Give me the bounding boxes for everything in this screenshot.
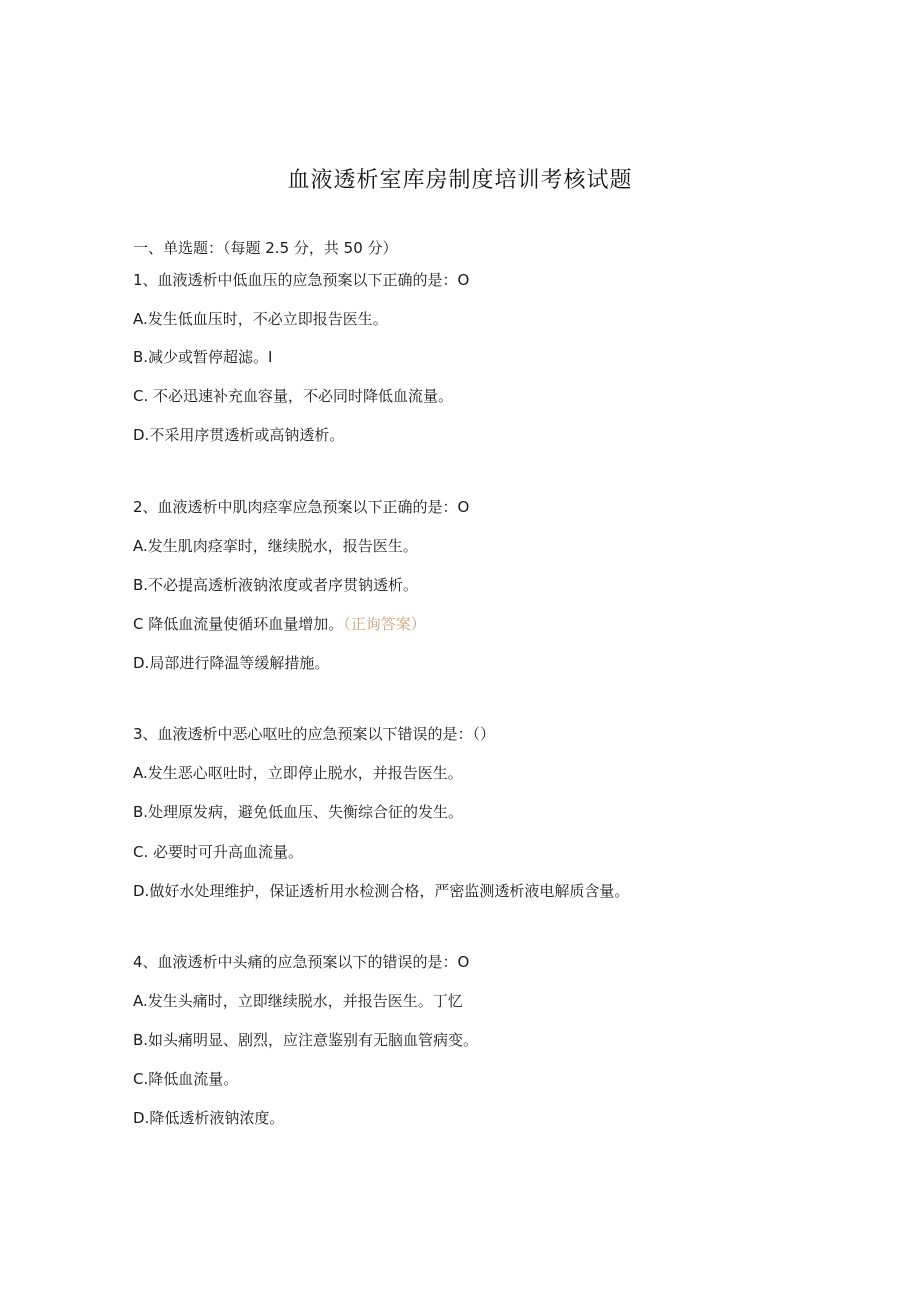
question-2-stem: 2、血液透析中肌肉痉挛应急预案以下正确的是：O	[133, 498, 470, 516]
question-2-option-c-text: C 降低血流量使循环血量增加。	[133, 615, 344, 633]
question-4-option-d: D.降低透析液钠浓度。	[133, 1109, 285, 1127]
question-3-option-a: A.发生恶心呕吐时，立即停止脱水，并报告医生。	[133, 764, 463, 782]
question-3-option-c: C. 必要时可升高血流量。	[133, 843, 304, 861]
question-1-option-c: C. 不必迅速补充血容量，不必同时降低血流量。	[133, 387, 454, 405]
question-1-option-b: B.减少或暂停超滤。I	[133, 348, 273, 366]
question-2-option-d: D.局部进行降温等缓解措施。	[133, 654, 330, 672]
question-3-stem: 3、血液透析中恶心呕吐的应急预案以下错误的是：（）	[133, 725, 496, 743]
document-title: 血液透析室库房制度培训考核试题	[287, 168, 633, 193]
question-4-stem: 4、血液透析中头痛的应急预案以下的错误的是：O	[133, 953, 470, 971]
question-3-option-d: D.做好水处理维护，保证透析用水检测合格，严密监测透析液电解质含量。	[133, 882, 630, 900]
question-2-option-a: A.发生肌肉痉挛时，继续脱水，报告医生。	[133, 537, 418, 555]
question-2-option-c	[133, 614, 426, 634]
question-4-option-c: C.降低血流量。	[133, 1070, 239, 1088]
question-1-option-a: A.发生低血压时，不必立即报告医生。	[133, 310, 388, 328]
question-1-option-d: D.不采用序贯透析或高钠透析。	[133, 426, 345, 444]
question-1-stem: 1、血液透析中低血压的应急预案以下正确的是：O	[133, 271, 470, 289]
question-3-option-b: B.处理原发病，避免低血压、失衡综合征的发生。	[133, 803, 464, 821]
question-4-option-b: B.如头痛明显、剧烈，应注意鉴别有无脑血管病变。	[133, 1031, 479, 1049]
answer-hint: （正询答案）	[343, 615, 426, 633]
question-2-option-b: B.不必提高透析液钠浓度或者序贯钠透析。	[133, 576, 419, 594]
question-4-option-a: A.发生头痛时，立即继续脱水，并报告医生。丁忆	[133, 992, 463, 1010]
section-heading: 一、单选题：（每题 2.5 分，共 50 分）	[133, 239, 398, 257]
